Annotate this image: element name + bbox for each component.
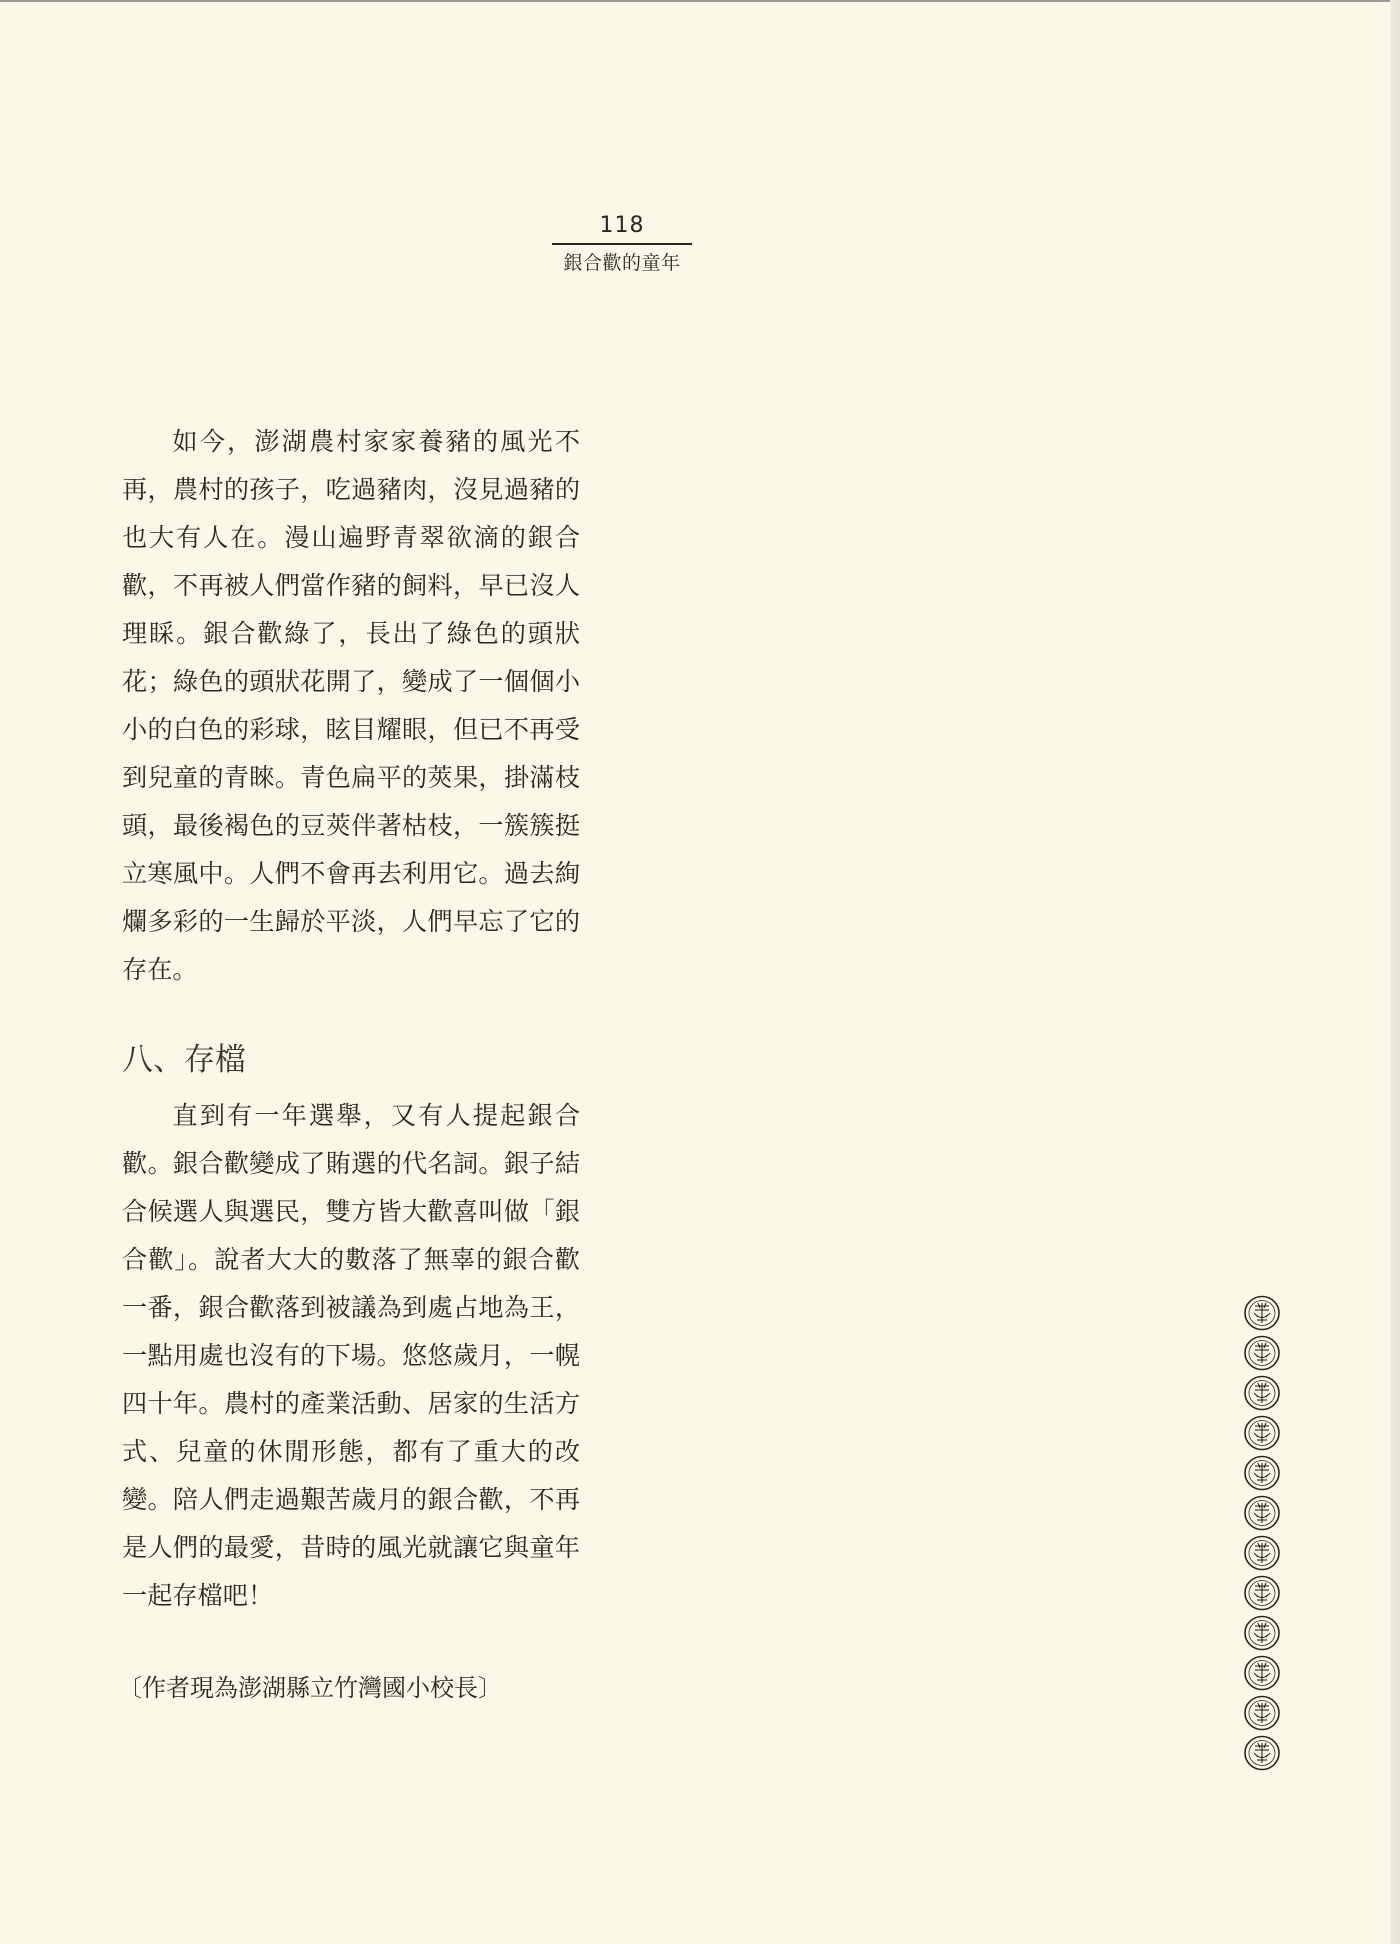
author-note: 〔作者現為澎湖縣立竹灣國小校長〕: [118, 1674, 502, 1702]
ornamental-medallion-icon: [1243, 1655, 1281, 1691]
ornamental-medallion-icon: [1243, 1295, 1281, 1331]
ornamental-medallion-icon: [1243, 1495, 1281, 1531]
page-top-edge: [0, 0, 1400, 2]
page-number: 118: [599, 213, 645, 238]
ornamental-medallion-icon: [1243, 1695, 1281, 1731]
ornamental-medallion-icon: [1243, 1335, 1281, 1371]
ornamental-medallion-icon: [1243, 1415, 1281, 1451]
ornamental-medallion-icon: [1243, 1535, 1281, 1571]
ornamental-medallion-icon: [1243, 1735, 1281, 1771]
section-heading: 八、存檔: [122, 1042, 246, 1078]
ornamental-medallion-icon: [1243, 1375, 1281, 1411]
page-right-edge: [1390, 0, 1400, 1944]
body-paragraph-2: 直到有一年選舉，又有人提起銀合歡。銀合歡變成了賄選的代名詞。銀子結合候選人與選民，雙方皆大歡喜叫做「銀合歡」。說者大大的數落了無辜的銀合歡一番，銀合歡落到被議為到處占地為王，一點用處也沒有的下場。悠悠歲月，一幌四十年。農村的產業活動、居家的生活方式、兒童的休閒形態，都有了重大的改變。陪人們走過艱苦歲月的銀合歡，不再是人們的最愛，昔時的風光就讓它與童年一起存檔吧！: [122, 1101, 580, 1610]
body-paragraph-1: 如今，澎湖農村家家養豬的風光不再，農村的孩子，吃過豬肉，沒見過豬的也大有人在。漫山遍野青翠欲滴的銀合歡，不再被人們當作豬的飼料，早已沒人理睬。銀合歡綠了，長出了綠色的頭狀花；綠色的頭狀花開了，變成了一個個小小的白色的彩球，眩目耀眼，但已不再受到兒童的青睞。青色扁平的莢果，掛滿枝頭，最後褐色的豆莢伴著枯枝，一簇簇挺立寒風中。人們不會再去利用它。過去絢爛多彩的一生歸於平淡，人們早忘了它的存在。: [122, 427, 580, 984]
header-rule: [552, 243, 692, 245]
page-header: [552, 212, 692, 275]
ornamental-medallion-icon: [1243, 1615, 1281, 1651]
ornamental-medallion-icon: [1243, 1455, 1281, 1491]
ornamental-medallion-icon: [1243, 1575, 1281, 1611]
ornament-column: [1243, 1295, 1285, 1775]
running-title: 銀合歡的童年: [563, 252, 681, 274]
